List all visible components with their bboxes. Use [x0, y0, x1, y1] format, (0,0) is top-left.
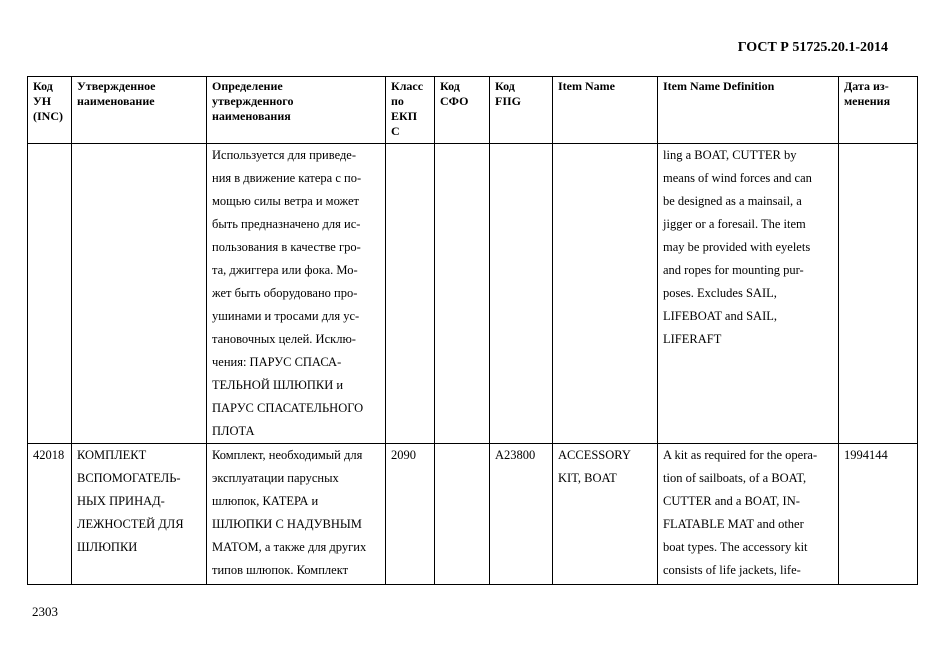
cell-sfo [435, 144, 490, 444]
header-fiig: Код FIIG [490, 77, 553, 144]
header-code: Код УН (INC) [28, 77, 72, 144]
cell-date: 1994144 [839, 444, 918, 585]
cell-fiig [490, 144, 553, 444]
cell-date [839, 144, 918, 444]
header-item-name: Item Name [553, 77, 658, 144]
cell-item-name: ACCESSORY KIT, BOAT [553, 444, 658, 585]
table-header-row [28, 77, 918, 144]
cell-class [386, 144, 435, 444]
header-date: Дата из- менения [839, 77, 918, 144]
cell-class: 2090 [386, 444, 435, 585]
cell-approved-name [72, 144, 207, 444]
cell-item-name [553, 144, 658, 444]
cell-definition: Используется для приведе- ния в движение катера с по- мощью силы ветра и может быть предназначено для ис- пользования в качестве гро- та, джиггера или фока. Мо- жет быть оборудовано про- ушинами и тросами для ус- тановочных целей. Исклю- чения: ПАРУС СПАСА- ТЕЛЬНОЙ ШЛЮПКИ и ПАРУС СПАСАТЕЛЬНОГО ПЛОТА [207, 144, 386, 444]
cell-sfo [435, 444, 490, 585]
header-sfo: Код СФО [435, 77, 490, 144]
cell-code [28, 144, 72, 444]
header-item-definition: Item Name Definition [658, 77, 839, 144]
table-row [28, 144, 918, 444]
cell-item-definition: ling a BOAT, CUTTER by means of wind forces and can be designed as a mainsail, a jigger or a foresail. The item may be provided with eyelets and ropes for mounting pur- poses. Excludes SAIL, LIFEBOAT and SAIL, LIFERAFT [658, 144, 839, 444]
table-row [28, 444, 918, 585]
cell-definition: Комплект, необходимый для эксплуатации парусных шлюпок, КАТЕРА и ШЛЮПКИ С НАДУВНЫМ МАТОМ, а также для других типов шлюпок. Комплект [207, 444, 386, 585]
cell-fiig: A23800 [490, 444, 553, 585]
cell-approved-name: КОМПЛЕКТ ВСПОМОГАТЕЛЬ- НЫХ ПРИНАД- ЛЕЖНОСТЕЙ ДЛЯ ШЛЮПКИ [72, 444, 207, 585]
document-id: ГОСТ Р 51725.20.1-2014 [737, 40, 888, 55]
page-number: 2303 [32, 604, 58, 619]
cell-item-definition: A kit as required for the opera- tion of sailboats, of a BOAT, CUTTER and a BOAT, IN- FLATABLE MAT and other boat types. The accessory kit consists of life jackets, life- [658, 444, 839, 585]
cell-code: 42018 [28, 444, 72, 585]
nomenclature-table [27, 76, 918, 585]
header-definition: Определение утвержденного наименования [207, 77, 386, 144]
header-approved-name: Утвержденное наименование [72, 77, 207, 144]
header-class: Класс по ЕКП С [386, 77, 435, 144]
